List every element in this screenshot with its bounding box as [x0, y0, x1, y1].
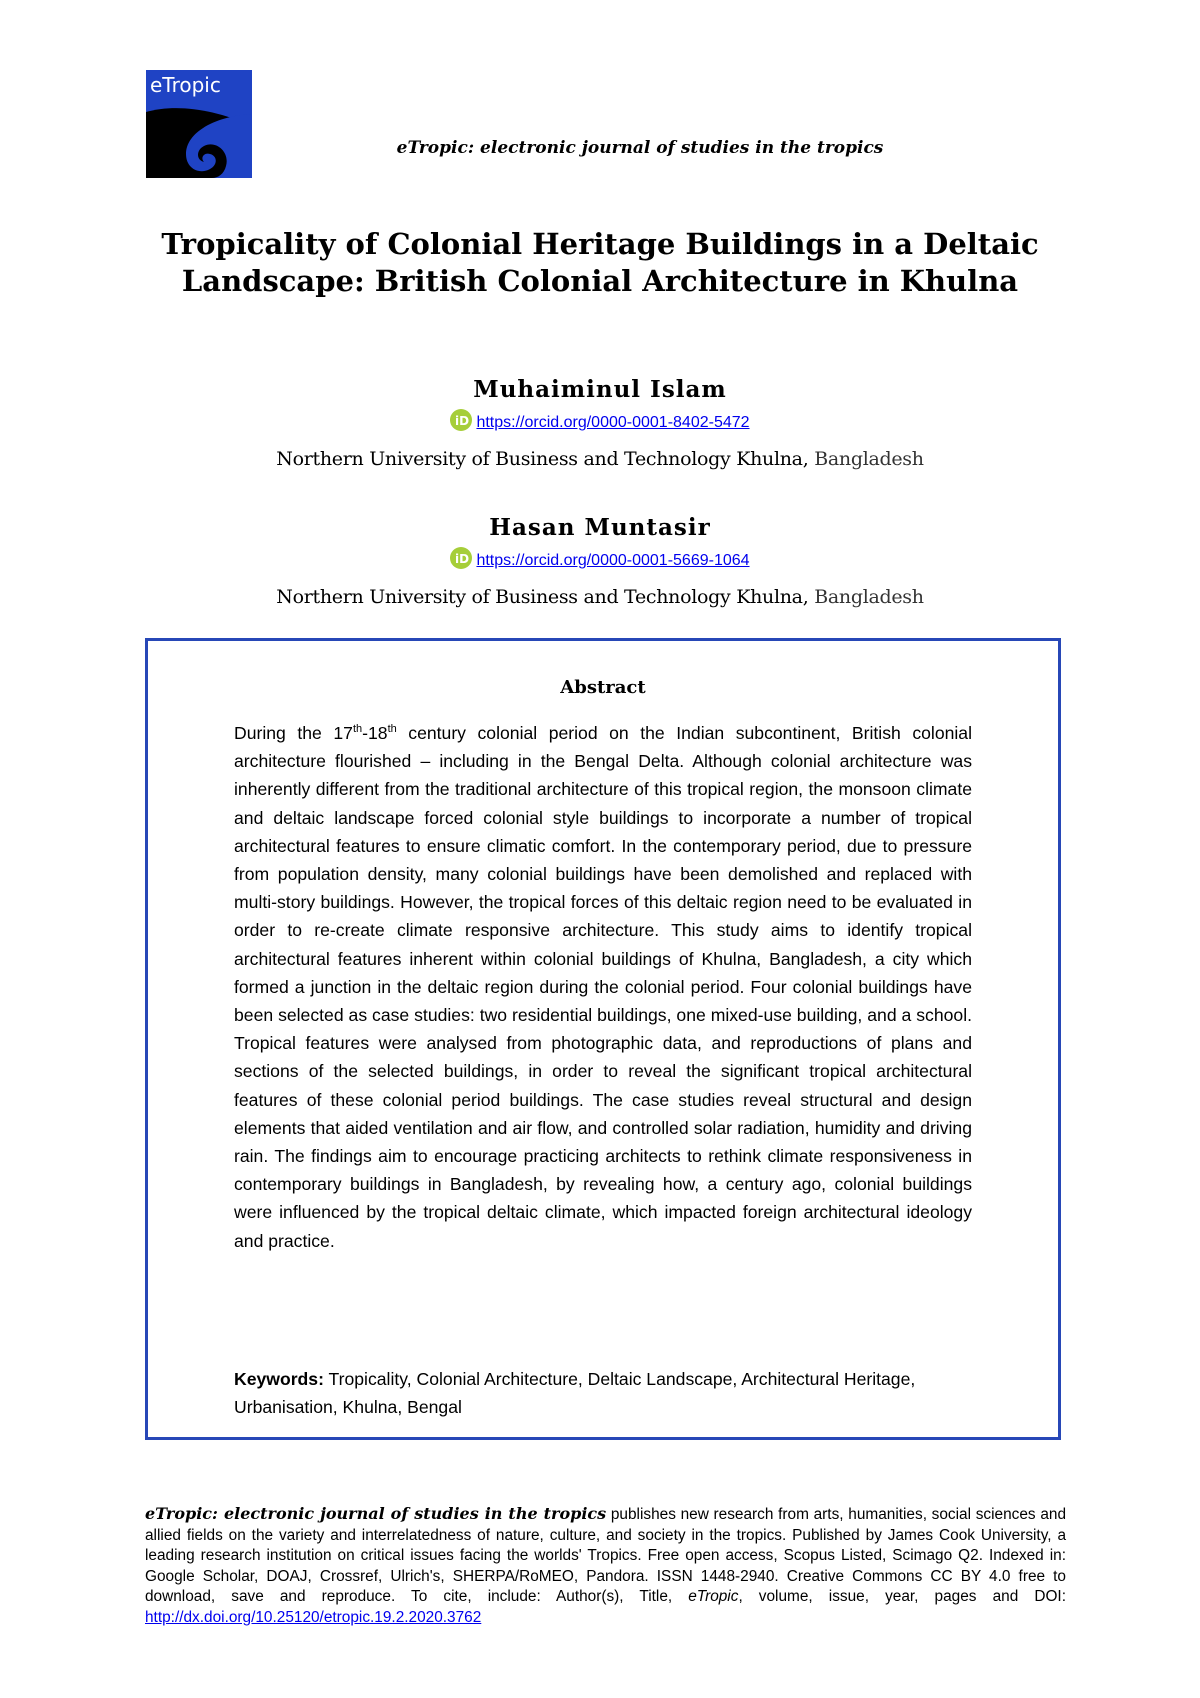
abstract-text: [234, 719, 972, 1255]
footer-journal-italic: eTropic: [688, 1588, 739, 1606]
affiliation-country: Bangladesh: [814, 448, 924, 470]
author-block-1: [0, 376, 1200, 470]
abstract-body: century colonial period on the Indian subcontinent, British colonial architecture flourished – including in the Bengal Delta. Although colonial architecture was inherently different from the traditional architecture of this tropical region, the monsoon climate and deltaic landscape forced colonial style buildings to incorporate a number of tropical architectural features to ensure climatic comfort. In the contemporary period, due to pressure from population density, many colonial buildings have been demolished and replaced with multi-story buildings. However, the tropical forces of this deltaic region need to be evaluated in order to re-create climate responsive architecture. This study aims to identify tropical architectural features inherent within colonial buildings of Khulna, Bangladesh, a city which formed a junction in the deltaic region during the colonial period. Four colonial buildings have been selected as case studies: two residential buildings, one mixed-use building, and a school. Tropical features were analysed from photographic data, and reproductions of plans and sections of the selected buildings, in order to reveal the significant tropical architectural features of these colonial period buildings. The case studies reveal structural and design elements that aided ventilation and air flow, and controlled solar radiation, humidity and driving rain. The findings aim to encourage practicing architects to rethink climate responsiveness in contemporary buildings in Bangladesh, by revealing how, a century ago, colonial buildings were influenced by the tropical deltaic climate, which impacted foreign architectural ideology and practice.: [234, 723, 972, 1251]
footer-notice: [145, 1504, 1066, 1629]
abstract-intro: During the 17: [234, 723, 353, 743]
svg-text:iD: iD: [455, 414, 470, 428]
affiliation: [0, 448, 1200, 470]
affiliation: [0, 586, 1200, 608]
footer-text-2: , volume, issue, year, pages and DOI:: [738, 1588, 1066, 1606]
logo-text: eTropic: [150, 73, 221, 97]
title-line-2: Landscape: British Colonial Architecture in Khulna: [181, 264, 1019, 298]
article-title: [120, 226, 1080, 300]
orcid-icon: [450, 409, 472, 436]
orcid-link[interactable]: https://orcid.org/0000-0001-5669-1064: [476, 552, 750, 569]
author-name: Hasan Muntasir: [489, 514, 711, 541]
footer-text-1: publishes new research from arts, humanities, social sciences and allied fields on the variety and interrelatedness of nature, culture, and society in the tropics. Published by James Cook University, a leading research institution on critical issues facing the worlds' Tropics. Free open access, Scopus Listed, Scimago Q2. Indexed in: Google Scholar, DOAJ, Crossref, Ulrich's, SHERPA/RoMEO, Pandora. ISSN 1448-2940. Creative Commons CC BY 4.0 free to download, save and reproduce. To cite, include: Author(s), Title,: [145, 1506, 1066, 1606]
etropic-logo-image: [146, 70, 252, 178]
journal-logo: [146, 70, 252, 178]
keywords-list: Tropicality, Colonial Architecture, Deltaic Landscape, Architectural Heritage, Urbanisation, Khulna, Bengal: [234, 1369, 916, 1418]
journal-header: eTropic: electronic journal of studies in the tropics: [396, 138, 884, 158]
title-line-1: Tropicality of Colonial Heritage Buildings in a Deltaic: [161, 227, 1039, 261]
affiliation-institution: Northern University of Business and Technology Khulna,: [276, 586, 809, 608]
footer-journal-name: eTropic: electronic journal of studies in the tropics: [145, 1504, 607, 1523]
affiliation-institution: Northern University of Business and Technology Khulna,: [276, 448, 809, 470]
superscript-th: th: [352, 723, 363, 736]
keywords-label: Keywords:: [234, 1369, 324, 1389]
affiliation-country: Bangladesh: [814, 586, 924, 608]
orcid-link[interactable]: https://orcid.org/0000-0001-8402-5472: [476, 414, 750, 431]
orcid-line: [0, 547, 1200, 574]
author-name: Muhaiminul Islam: [473, 376, 727, 403]
abstract-intro-mid: -18: [362, 723, 388, 743]
superscript-th: th: [387, 723, 397, 736]
svg-text:iD: iD: [455, 552, 470, 566]
orcid-line: [0, 409, 1200, 436]
abstract-box: [145, 638, 1061, 1440]
abstract-heading: Abstract: [560, 677, 646, 698]
keywords: [234, 1365, 972, 1421]
orcid-icon: [450, 547, 472, 574]
author-block-2: [0, 514, 1200, 608]
doi-link[interactable]: http://dx.doi.org/10.25120/etropic.19.2.2020.3762: [145, 1608, 482, 1626]
